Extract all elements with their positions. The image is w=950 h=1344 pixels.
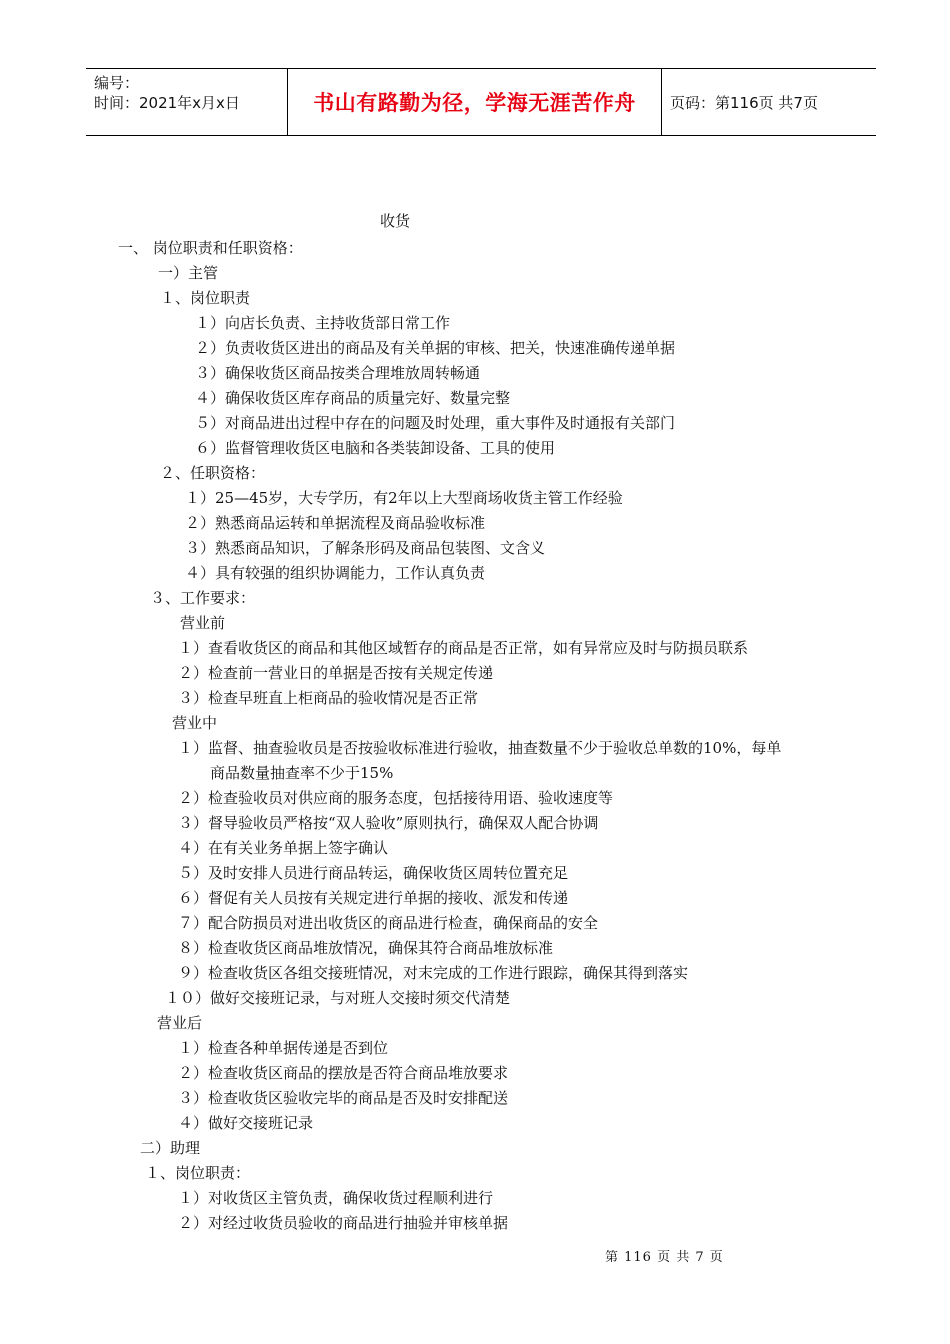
- header-page-label: 页码：第116页 共7页: [670, 93, 818, 112]
- header-page-cell: [662, 69, 876, 135]
- body-line: ８）检查收货区商品堆放情况，确保其符合商品堆放标准: [178, 939, 554, 957]
- body-line: 一）主管: [158, 264, 219, 282]
- header-slogan-cell: [288, 69, 662, 135]
- body-line: ２）检查前一营业日的单据是否按有关规定传递: [178, 664, 494, 682]
- body-line: ２）对经过收货员验收的商品进行抽验并审核单据: [178, 1214, 509, 1232]
- body-line: ２、任职资格：: [160, 464, 266, 482]
- body-line: １０）做好交接班记录，与对班人交接时须交代清楚: [165, 989, 511, 1007]
- body-line: ４）具有较强的组织协调能力，工作认真负责: [185, 564, 486, 582]
- header-meta-cell: [86, 69, 288, 135]
- body-line: ７）配合防损员对进出收货区的商品进行检查，确保商品的安全: [178, 914, 599, 932]
- body-line: １）检查各种单据传递是否到位: [178, 1039, 389, 1057]
- body-line: 二）助理: [140, 1139, 201, 1157]
- body-line: １）向店长负责、主持收货部日常工作: [195, 314, 451, 332]
- body-line: ２）负责收货区进出的商品及有关单据的审核、把关，快速准确传递单据: [195, 339, 676, 357]
- body-line: ９）检查收货区各组交接班情况，对末完成的工作进行跟踪，确保其得到落实: [178, 964, 689, 982]
- body-line: ６）督促有关人员按有关规定进行单据的接收、派发和传递: [178, 889, 569, 907]
- document-time-label: 时间：2021年x月x日: [94, 94, 240, 112]
- document-number-label: 编号：: [94, 74, 140, 92]
- body-line: 一、 岗位职责和任职资格：: [118, 239, 303, 257]
- body-line: １）25—45岁，大专学历，有2年以上大型商场收货主管工作经验: [185, 489, 623, 507]
- body-line: １）监督、抽查验收员是否按验收标准进行验收，抽查数量不少于验收总单数的10%，每单: [178, 739, 782, 757]
- body-line: ３）督导验收员严格按“双人验收”原则执行，确保双人配合协调: [178, 814, 599, 832]
- header-slogan: 书山有路勤为径，学海无涯苦作舟: [313, 91, 636, 115]
- body-line: １、岗位职责: [160, 289, 251, 307]
- body-line: ６）监督管理收货区电脑和各类装卸设备、工具的使用: [195, 439, 556, 457]
- body-line: ３）确保收货区商品按类合理堆放周转畅通: [195, 364, 481, 382]
- body-line: １、岗位职责：: [145, 1164, 251, 1182]
- document-title: 收货: [380, 212, 411, 230]
- body-line: 营业后: [157, 1014, 203, 1032]
- body-line: ２）检查验收员对供应商的服务态度，包括接待用语、验收速度等: [178, 789, 614, 807]
- body-line: ４）在有关业务单据上签字确认: [178, 839, 389, 857]
- body-line: 商品数量抽查率不少于15%: [210, 764, 394, 782]
- body-line: ３）检查早班直上柜商品的验收情况是否正常: [178, 689, 479, 707]
- body-line: ３）检查收货区验收完毕的商品是否及时安排配送: [178, 1089, 509, 1107]
- body-line: ５）及时安排人员进行商品转运，确保收货区周转位置充足: [178, 864, 569, 882]
- body-line: １）查看收货区的商品和其他区域暂存的商品是否正常，如有异常应及时与防损员联系: [178, 639, 749, 657]
- body-line: ４）确保收货区库存商品的质量完好、数量完整: [195, 389, 511, 407]
- body-line: 营业中: [172, 714, 218, 732]
- header-table: [86, 68, 876, 136]
- body-line: 营业前: [180, 614, 226, 632]
- page-footer: 第 116 页 共 7 页: [605, 1250, 724, 1265]
- body-line: ２）检查收货区商品的摆放是否符合商品堆放要求: [178, 1064, 509, 1082]
- body-line: ３、工作要求：: [150, 589, 256, 607]
- body-line: ５）对商品进出过程中存在的问题及时处理，重大事件及时通报有关部门: [195, 414, 676, 432]
- body-line: ３）熟悉商品知识，了解条形码及商品包装图、文含义: [185, 539, 546, 557]
- body-line: ４）做好交接班记录: [178, 1114, 314, 1132]
- body-line: １）对收货区主管负责，确保收货过程顺利进行: [178, 1189, 494, 1207]
- body-line: ２）熟悉商品运转和单据流程及商品验收标准: [185, 514, 486, 532]
